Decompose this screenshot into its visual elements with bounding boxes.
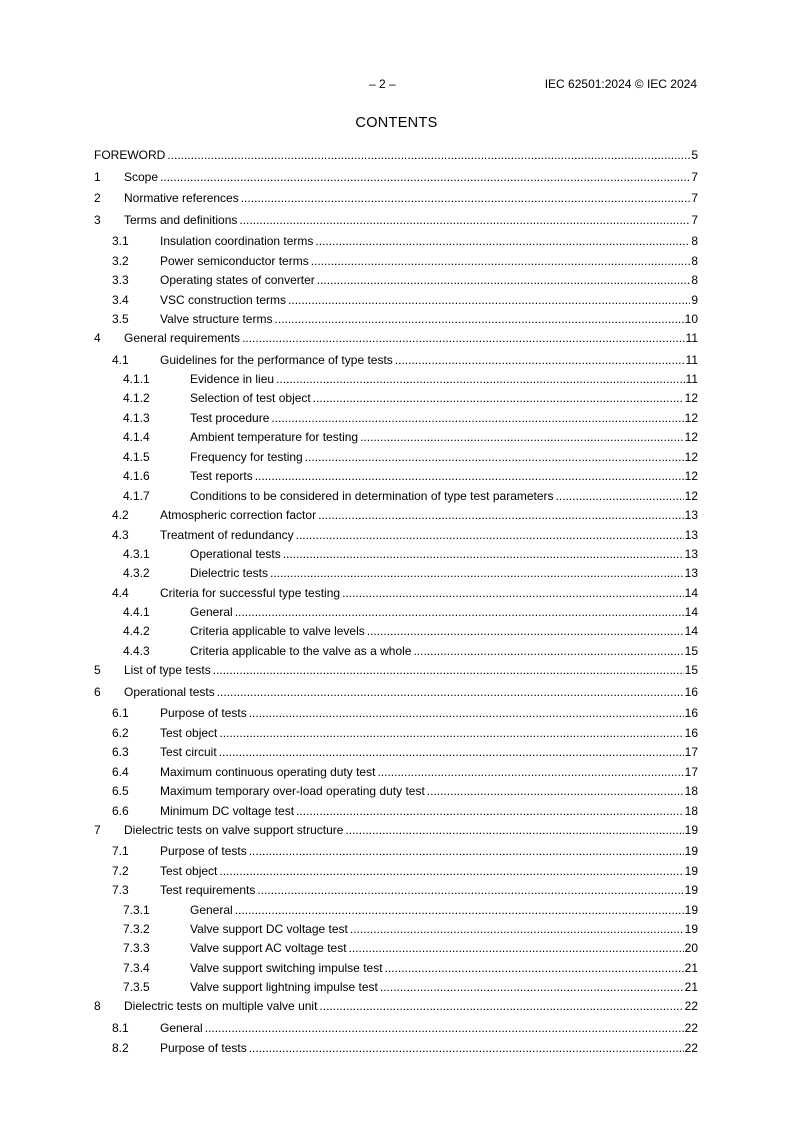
dot-leader [305,449,684,466]
toc-entry-page: 8 [691,273,698,287]
toc-entry-number: 3.2 [112,254,129,268]
toc-entry-number: 3.1 [112,234,129,248]
toc-entry-number: 7.2 [112,864,129,878]
toc-entry-number: 4.1.5 [123,450,150,464]
toc-entry-title: Criteria for successful type testing [160,586,341,600]
toc-entry-title: Test object [160,726,218,740]
toc-entry-number: 8 [94,999,101,1013]
toc-entry-page: 14 [684,586,698,600]
toc-entry[interactable] [94,940,698,957]
toc-entry-number: 2 [94,191,101,205]
dot-leader [255,468,684,485]
toc-entry-title: Dielectric tests [190,566,269,580]
dot-leader [219,744,684,761]
toc-entry[interactable] [94,998,698,1015]
dot-leader [270,565,684,582]
toc-entry-page: 5 [691,148,698,162]
toc-entry-title: Test reports [190,469,253,483]
toc-entry-title: Test procedure [190,411,270,425]
toc-entry[interactable] [94,843,698,860]
toc-entry[interactable] [94,390,698,407]
toc-entry-title: General [190,903,233,917]
toc-entry-page: 19 [684,864,698,878]
dot-leader [241,190,691,207]
dot-leader [249,1040,684,1057]
dot-leader [427,783,684,800]
toc-entry-page: 18 [684,784,698,798]
dot-leader [349,940,684,957]
toc-entry-number: 4.3.1 [123,547,150,561]
toc-entry-page: 16 [684,706,698,720]
dot-leader [413,643,683,660]
toc-entry-title: Dielectric tests on multiple valve unit [124,999,318,1013]
toc-entry-page: 22 [684,999,698,1013]
dot-leader [313,390,684,407]
toc-entry-page: 22 [684,1041,698,1055]
toc-entry-number: 4.4.3 [123,644,150,658]
toc-entry-number: 4.4.2 [123,624,150,638]
toc-entry[interactable] [94,1020,698,1037]
toc-entry[interactable] [94,190,698,207]
toc-entry[interactable] [94,902,698,919]
toc-entry-title: FOREWORD [94,148,166,162]
dot-leader [342,585,684,602]
toc-entry-page: 15 [684,644,698,658]
toc-entry-number: 8.1 [112,1021,129,1035]
toc-entry[interactable] [94,449,698,466]
toc-entry-number: 7 [94,823,101,837]
dot-leader [239,212,690,229]
toc-entry[interactable] [94,979,698,996]
toc-entry-page: 7 [691,213,698,227]
toc-entry-number: 4.1 [112,353,129,367]
toc-entry-title: Operational tests [190,547,281,561]
toc-entry-title: Power semiconductor terms [160,254,309,268]
toc-entry-page: 12 [684,391,698,405]
toc-entry-page: 9 [691,293,698,307]
toc-entry[interactable] [94,1040,698,1057]
dot-leader [360,429,684,446]
toc-entry-number: 1 [94,170,101,184]
toc-entry-page: 19 [684,903,698,917]
toc-entry-page: 17 [684,745,698,759]
toc-entry-number: 4 [94,331,101,345]
toc-entry-title: Operating states of converter [160,273,315,287]
toc-entry[interactable] [94,253,698,270]
toc-entry-page: 13 [684,547,698,561]
dot-leader [556,488,684,505]
dot-leader [219,863,683,880]
dot-leader [205,1020,684,1037]
dot-leader [160,169,690,186]
toc-entry-title: Valve support lightning impulse test [190,980,378,994]
toc-entry-title: Test requirements [160,883,256,897]
toc-entry[interactable] [94,272,698,289]
toc-entry-page: 20 [684,941,698,955]
toc-entry-number: 6.5 [112,784,129,798]
dot-leader [249,705,684,722]
dot-leader [377,764,683,781]
dot-leader [317,272,691,289]
toc-entry[interactable] [94,546,698,563]
toc-entry-number: 4.1.2 [123,391,150,405]
toc-entry-title: Scope [124,170,159,184]
toc-entry[interactable] [94,147,698,164]
toc-entry-page: 21 [684,980,698,994]
toc-entry[interactable] [94,565,698,582]
toc-entry[interactable] [94,585,698,602]
toc-entry-title: Test circuit [160,745,217,759]
toc-entry-title: Conditions to be considered in determination of type test parameters [190,489,554,503]
toc-entry-title: Operational tests [124,685,215,699]
toc-entry-page: 14 [684,624,698,638]
toc-entry-number: 7.3.1 [123,903,150,917]
dot-leader [380,979,684,996]
toc-entry[interactable] [94,604,698,621]
toc-entry-page: 11 [685,331,698,345]
toc-entry-title: General [160,1021,203,1035]
toc-entry-number: 4.1.4 [123,430,150,444]
toc-entry[interactable] [94,212,698,229]
toc-entry-title: Guidelines for the performance of type tests [160,353,393,367]
toc-entry-number: 7.3.2 [123,922,150,936]
toc-entry-title: General [190,605,233,619]
toc-entry-page: 7 [691,170,698,184]
dot-leader [367,623,684,640]
toc-entry-page: 8 [691,254,698,268]
toc-entry-page: 13 [684,528,698,542]
toc-entry[interactable] [94,623,698,640]
toc-entry-number: 4.4 [112,586,129,600]
toc-entry-title: Maximum temporary over-load operating duty test [160,784,425,798]
toc-entry-number: 3 [94,213,101,227]
toc-entry-title: Valve support DC voltage test [190,922,348,936]
toc-entry-page: 7 [691,191,698,205]
dot-leader [296,527,684,544]
toc-entry[interactable] [94,330,698,347]
toc-entry-page: 19 [684,823,698,837]
toc-entry-number: 4.3.2 [123,566,150,580]
dot-leader [257,882,683,899]
dot-leader [296,803,684,820]
toc-entry-page: 16 [684,726,698,740]
toc-entry-title: Purpose of tests [160,844,247,858]
toc-entry-page: 12 [684,450,698,464]
dot-leader [249,843,684,860]
toc-entry-number: 4.1.1 [123,372,150,386]
dot-leader [235,604,684,621]
toc-entry-number: 4.1.7 [123,489,150,503]
toc-entry-title: Test object [160,864,218,878]
toc-entry-page: 19 [684,883,698,897]
toc-entry[interactable] [94,292,698,309]
dot-leader [213,662,684,679]
toc-entry-page: 18 [684,804,698,818]
toc-entry[interactable] [94,725,698,742]
toc-entry-title: Minimum DC voltage test [160,804,295,818]
toc-entry-number: 3.4 [112,293,129,307]
dot-leader [167,147,690,164]
toc-entry-page: 22 [684,1021,698,1035]
toc-entry-title: Valve support AC voltage test [190,941,347,955]
toc-entry-number: 6.3 [112,745,129,759]
toc-entry-number: 7.3 [112,883,129,897]
toc-entry-page: 15 [684,663,698,677]
toc-entry-number: 4.3 [112,528,129,542]
toc-entry-page: 10 [684,312,698,326]
toc-entry-number: 7.3.5 [123,980,150,994]
page-number: – 2 – [369,77,396,91]
toc-entry-title: List of type tests [124,663,211,677]
dot-leader [274,311,683,328]
toc-entry[interactable] [94,643,698,660]
toc-entry-title: Criteria applicable to the valve as a whole [190,644,412,658]
toc-entry[interactable] [94,233,698,250]
toc-entry-page: 12 [684,411,698,425]
toc-entry-page: 13 [684,508,698,522]
toc-entry-number: 4.1.6 [123,469,150,483]
dot-leader [219,725,683,742]
toc-entry-title: Terms and definitions [124,213,238,227]
toc-entry[interactable] [94,921,698,938]
toc-entry[interactable] [94,705,698,722]
dot-leader [217,684,684,701]
toc-entry-number: 4.1.3 [123,411,150,425]
toc-entry[interactable] [94,744,698,761]
toc-entry[interactable] [94,783,698,800]
toc-entry-title: Frequency for testing [190,450,303,464]
toc-entry-page: 17 [684,765,698,779]
toc-entry[interactable] [94,684,698,701]
toc-entry-number: 5 [94,663,101,677]
toc-entry-number: 3.5 [112,312,129,326]
toc-entry-title: Treatment of redundancy [160,528,294,542]
toc-entry-page: 13 [684,566,698,580]
toc-entry-page: 8 [691,234,698,248]
toc-entry-number: 4.2 [112,508,129,522]
dot-leader [318,507,684,524]
dot-leader [319,998,683,1015]
toc-entry-page: 21 [684,961,698,975]
toc-entry-title: Criteria applicable to valve levels [190,624,365,638]
dot-leader [350,921,684,938]
toc-entry-number: 4.4.1 [123,605,150,619]
toc-entry-title: Evidence in lieu [190,372,275,386]
toc-entry-page: 11 [685,353,698,367]
toc-entry-number: 3.3 [112,273,129,287]
toc-entry-title: VSC construction terms [160,293,287,307]
toc-entry-number: 6.1 [112,706,129,720]
toc-entry-title: Insulation coordination terms [160,234,314,248]
toc-entry-title: Ambient temperature for testing [190,430,359,444]
toc-entry-title: Purpose of tests [160,1041,247,1055]
toc-entry-title: Valve support switching impulse test [190,961,383,975]
toc-entry[interactable] [94,371,698,388]
dot-leader [385,960,684,977]
toc-entry[interactable] [94,960,698,977]
toc-entry-number: 6.2 [112,726,129,740]
dot-leader [395,352,685,369]
toc-entry-page: 16 [684,685,698,699]
toc-entry[interactable] [94,662,698,679]
toc-entry[interactable] [94,803,698,820]
toc-entry[interactable] [94,429,698,446]
toc-entry-number: 6.6 [112,804,129,818]
dot-leader [345,822,683,839]
toc-entry-number: 7.1 [112,844,129,858]
dot-leader [311,253,691,270]
toc-entry[interactable] [94,468,698,485]
toc-entry-page: 12 [684,489,698,503]
toc-entry[interactable] [94,822,698,839]
toc-entry-title: Atmospheric correction factor [160,508,317,522]
dot-leader [271,410,683,427]
toc-entry-title: Selection of test object [190,391,311,405]
toc-entry-title: Normative references [124,191,239,205]
toc-entry[interactable] [94,882,698,899]
dot-leader [235,902,684,919]
toc-entry[interactable] [94,764,698,781]
toc-entry-number: 7.3.4 [123,961,150,975]
dot-leader [242,330,684,347]
toc-entry-number: 6 [94,685,101,699]
toc-entry-page: 11 [685,372,698,386]
toc-entry-title: General requirements [124,331,241,345]
document-reference: IEC 62501:2024 © IEC 2024 [544,77,697,91]
toc-entry[interactable] [94,311,698,328]
dot-leader [315,233,690,250]
toc-entry-title: Maximum continuous operating duty test [160,765,376,779]
toc-entry[interactable] [94,863,698,880]
toc-entry-page: 19 [684,922,698,936]
toc-entry-page: 12 [684,469,698,483]
toc-entry[interactable] [94,352,698,369]
toc-entry[interactable] [94,488,698,505]
toc-entry-page: 19 [684,844,698,858]
dot-leader [283,546,684,563]
dot-leader [276,371,684,388]
toc-entry-page: 14 [684,605,698,619]
toc-entry-number: 7.3.3 [123,941,150,955]
toc-entry-title: Valve structure terms [160,312,273,326]
toc-entry-title: Dielectric tests on valve support structure [124,823,344,837]
toc-entry[interactable] [94,410,698,427]
toc-entry[interactable] [94,527,698,544]
toc-entry-page: 12 [684,430,698,444]
toc-entry-number: 8.2 [112,1041,129,1055]
toc-entry-title: Purpose of tests [160,706,247,720]
dot-leader [288,292,690,309]
toc-heading: CONTENTS [355,115,438,131]
toc-entry[interactable] [94,169,698,186]
toc-entry[interactable] [94,507,698,524]
toc-entry-number: 6.4 [112,765,129,779]
